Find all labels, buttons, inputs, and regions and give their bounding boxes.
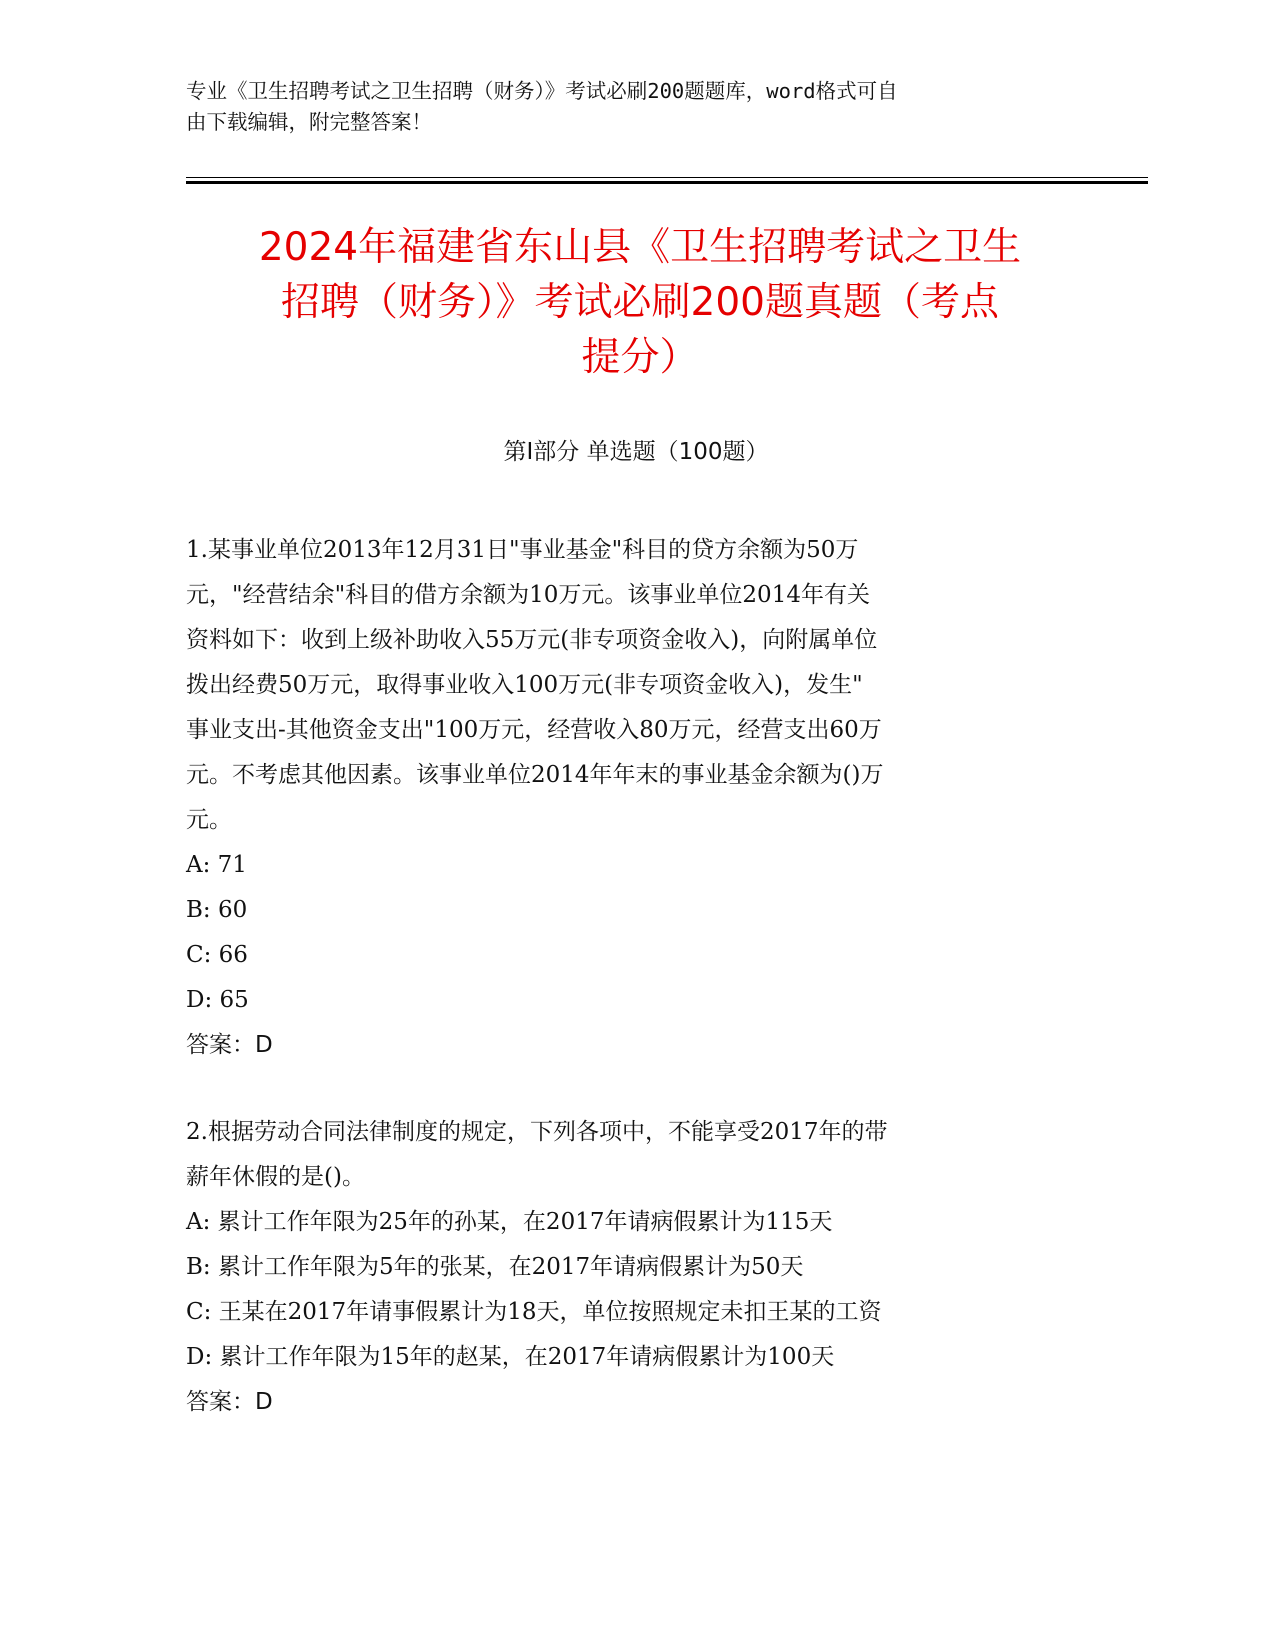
question-2 [186, 1110, 1086, 1425]
option-d: D: 累计工作年限为15年的赵某，在2017年请病假累计为100天 [186, 1344, 835, 1370]
question-stem-line: 元。 [186, 807, 232, 833]
document-title [160, 220, 1120, 385]
title-line: 招聘（财务）》考试必刷200题真题（考点 [281, 280, 999, 325]
title-line: 2024年福建省东山县《卫生招聘考试之卫生 [258, 225, 1022, 270]
question-stem-line: 资料如下：收到上级补助收入55万元(非专项资金收入)，向附属单位 [186, 627, 878, 653]
question-stem-line: 拨出经费50万元，取得事业收入100万元(非专项资金收入)，发生" [186, 672, 863, 698]
answer-line: 答案：D [186, 1032, 273, 1058]
intro-line: 专业《卫生招聘考试之卫生招聘（财务）》考试必刷200题题库，word格式可自 [186, 79, 898, 103]
option-a: A: 累计工作年限为25年的孙某，在2017年请病假累计为115天 [186, 1209, 833, 1235]
option-b: B: 累计工作年限为5年的张某，在2017年请病假累计为50天 [186, 1254, 804, 1280]
option-b: B: 60 [186, 897, 248, 923]
question-stem-line: 2.根据劳动合同法律制度的规定，下列各项中，不能享受2017年的带 [186, 1119, 888, 1145]
question-stem-line: 1.某事业单位2013年12月31日"事业基金"科目的贷方余额为50万 [186, 537, 859, 563]
option-c: C: 66 [186, 942, 248, 968]
header-divider-thick [186, 181, 1148, 184]
option-a: A: 71 [186, 852, 247, 878]
question-1 [186, 528, 1086, 1068]
option-c: C: 王某在2017年请事假累计为18天，单位按照规定未扣王某的工资 [186, 1299, 882, 1325]
section-heading: 第I部分 单选题（100题） [503, 439, 769, 465]
option-d: D: 65 [186, 987, 249, 1013]
question-stem-line: 薪年休假的是()。 [186, 1164, 365, 1190]
title-line: 提分） [581, 335, 699, 380]
intro-text [186, 76, 1086, 138]
intro-line: 由下载编辑，附完整答案！ [186, 110, 432, 134]
question-stem-line: 元，"经营结余"科目的借方余额为10万元。该事业单位2014年有关 [186, 582, 870, 608]
question-stem-line: 元。不考虑其他因素。该事业单位2014年年末的事业基金余额为()万 [186, 762, 884, 788]
header-divider-thin [186, 177, 1148, 178]
answer-line: 答案：D [186, 1389, 273, 1415]
question-stem-line: 事业支出-其他资金支出"100万元，经营收入80万元，经营支出60万 [186, 717, 882, 743]
